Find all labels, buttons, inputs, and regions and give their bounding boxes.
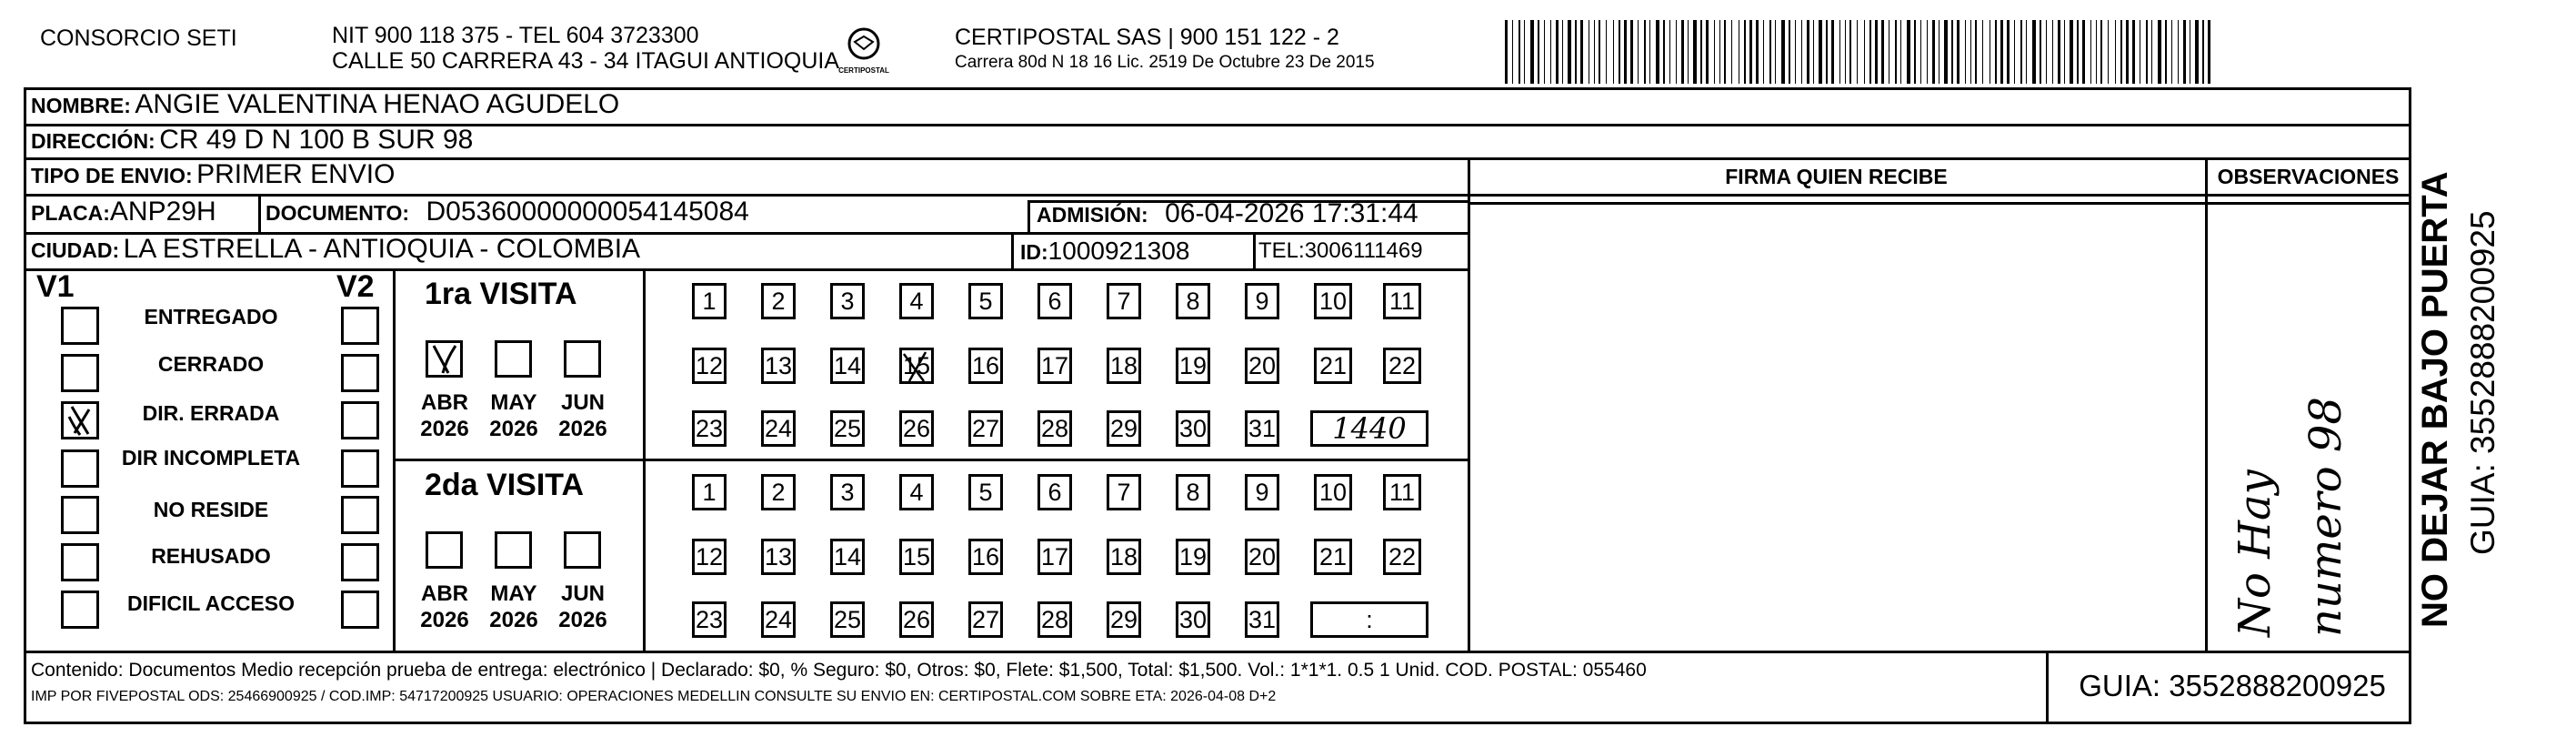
day-number: 1 [702,288,717,315]
v2-checkbox[interactable] [341,401,379,439]
documento-value: D05360000000054145084 [426,197,749,227]
ciudad-field [31,234,640,265]
day-number: 28 [1040,606,1069,633]
month-label [413,581,476,633]
month-name: MAY [490,390,537,415]
day-number: 12 [695,352,724,379]
day-box[interactable] [1383,474,1421,510]
day-number: 11 [1388,288,1416,315]
day-number: 12 [695,543,724,570]
day-box[interactable] [1245,539,1279,575]
nit-line: NIT 900 118 375 - TEL 604 3723300 [332,23,699,48]
direccion-row [31,125,473,156]
day-box[interactable] [1383,283,1421,319]
day-number: 10 [1318,479,1348,506]
day-number: 30 [1178,415,1208,442]
day-number: 21 [1318,543,1348,570]
id-label: ID: [1020,240,1048,264]
documento-label: DOCUMENTO: [266,201,410,225]
day-box[interactable] [692,474,727,510]
time-value: : [1366,606,1373,633]
day-box[interactable] [1037,601,1072,638]
day-number: 15 [902,352,931,379]
day-number: 28 [1040,415,1069,442]
v1-label: V1 [36,269,75,304]
v2-checkbox[interactable] [341,307,379,345]
day-number: 21 [1318,352,1348,379]
placa-value: ANP29H [109,197,216,227]
month-name: ABR [421,581,468,606]
day-box[interactable] [968,539,1003,575]
day-number: 18 [1109,543,1138,570]
day-number: 19 [1178,352,1208,379]
day-number: 27 [971,606,1000,633]
month-checkbox[interactable] [495,340,532,378]
v2-checkbox[interactable] [341,591,379,629]
day-number: 13 [764,543,793,570]
day-number: 3 [840,288,855,315]
day-box[interactable] [1383,348,1421,384]
day-box[interactable] [1176,474,1210,510]
day-box[interactable] [830,348,865,384]
tipo-value: PRIMER ENVIO [196,159,396,189]
day-box[interactable] [968,474,1003,510]
day-box[interactable] [899,539,934,575]
day-box[interactable] [899,410,934,447]
day-box[interactable] [761,601,796,638]
admision-field [1037,198,1418,229]
svg-text:CERTIPOSTAL: CERTIPOSTAL [838,66,889,75]
observation-handwriting-2: numero 98 [2300,397,2351,637]
barcode [1505,20,2214,84]
month-year: 2026 [558,417,607,441]
day-number: 8 [1186,479,1200,506]
day-number: 14 [833,543,862,570]
month-year: 2026 [489,608,538,632]
status-label: DIR INCOMPLETA [121,446,301,469]
status-label: CERRADO [157,352,265,376]
day-number: 29 [1109,606,1138,633]
month-year: 2026 [420,417,469,441]
day-number: 1 [702,479,717,506]
month-label [482,389,546,442]
day-box[interactable] [1037,410,1072,447]
day-number: 2 [771,288,786,315]
day-number: 30 [1178,606,1208,633]
day-box[interactable] [1107,283,1141,319]
status-label: REHUSADO [151,544,271,568]
day-box[interactable] [899,283,934,319]
day-number: 23 [695,415,724,442]
day-box[interactable] [1107,601,1141,638]
company-name: CONSORCIO SETI [40,25,237,51]
day-box[interactable] [1107,474,1141,510]
day-number: 6 [1047,479,1062,506]
month-name: JUN [560,581,605,606]
time-box[interactable] [1310,601,1428,638]
tipo-label: TIPO DE ENVIO: [31,164,193,187]
day-number: 6 [1047,288,1062,315]
month-checkbox[interactable] [495,531,532,569]
tel-value: 3006111469 [1304,238,1423,263]
day-box[interactable] [1037,348,1072,384]
id-value: 1000921308 [1047,237,1190,265]
day-box[interactable] [899,601,934,638]
footer-imp: IMP POR FIVEPOSTAL ODS: 25466900925 / COD.IMP: 54717200925 USUARIO: OPERACIONES MEDELLIN CONSULTE SU ENVIO EN: CERTIPOSTAL.COM SOBRE ETA: 2026-04-08 D+2 [31,689,1277,704]
day-box[interactable] [692,410,727,447]
admision-value: 06-04-2026 17:31:44 [1165,198,1418,228]
day-number: 16 [971,352,1000,379]
day-number: 2 [771,479,786,506]
month-checkbox[interactable] [426,531,463,569]
day-box[interactable] [1245,283,1279,319]
day-box[interactable] [1314,348,1352,384]
day-box[interactable] [968,348,1003,384]
id-field [1020,237,1189,266]
day-number: 4 [909,288,924,315]
day-box[interactable] [761,474,796,510]
time-value: 1440 [1332,411,1407,446]
day-number: 9 [1255,288,1269,315]
direccion-value: CR 49 D N 100 B SUR 98 [159,125,474,155]
day-box[interactable] [968,410,1003,447]
day-check-mark [898,347,935,385]
day-box[interactable] [692,539,727,575]
month-checkbox[interactable] [426,340,463,378]
v1-checkbox[interactable] [61,449,99,488]
day-box[interactable] [899,348,934,384]
day-box[interactable] [968,283,1003,319]
v1-checkbox[interactable] [61,307,99,345]
observaciones-header: OBSERVACIONES [2217,165,2400,188]
day-box[interactable] [830,474,865,510]
day-box[interactable] [1176,348,1210,384]
day-box[interactable] [692,601,727,638]
day-number: 15 [902,543,931,570]
day-box[interactable] [899,474,934,510]
day-number: 13 [764,352,793,379]
tel-field [1258,238,1423,264]
day-box[interactable] [830,410,865,447]
day-number: 25 [833,606,862,633]
day-number: 11 [1388,479,1416,506]
day-number: 24 [764,415,793,442]
time-box[interactable] [1310,410,1428,447]
day-box[interactable] [692,283,727,319]
placa-label: PLACA: [31,201,110,225]
month-year: 2026 [558,608,607,632]
v1-checkbox[interactable] [61,591,99,629]
status-label: NO RESIDE [153,498,269,521]
ciudad-value: LA ESTRELLA - ANTIOQUIA - COLOMBIA [123,234,641,264]
side-warning: NO DEJAR BAJO PUERTA [2415,171,2455,628]
observation-handwriting-1: No Hay [2230,469,2280,637]
certipostal-logo [837,24,891,78]
day-number: 14 [833,352,862,379]
month-label [551,581,615,633]
status-label: DIFICIL ACCESO [126,591,295,615]
month-label [551,389,615,442]
visit-title: 2da VISITA [425,468,585,502]
day-number: 10 [1318,288,1348,315]
day-number: 31 [1248,415,1277,442]
v1-checkbox[interactable] [61,401,99,439]
day-box[interactable] [830,283,865,319]
day-number: 17 [1040,352,1069,379]
status-label: ENTREGADO [144,305,278,328]
day-number: 24 [764,606,793,633]
day-box[interactable] [1107,539,1141,575]
admision-label: ADMISIÓN: [1037,203,1148,227]
documento-field [266,197,749,227]
month-name: MAY [490,581,537,606]
month-label [482,581,546,633]
day-box[interactable] [1176,601,1210,638]
day-number: 20 [1248,352,1277,379]
month-checkbox[interactable] [564,531,601,569]
day-number: 23 [695,606,724,633]
day-box[interactable] [1383,539,1421,575]
address-line: CALLE 50 CARRERA 43 - 34 ITAGUI ANTIOQUIA [332,48,840,74]
day-box[interactable] [1107,348,1141,384]
month-check-mark [428,343,460,375]
side-guia: GUIA: 3552888200925 [2464,210,2501,555]
courier-sub: Carrera 80d N 18 16 Lic. 2519 De Octubre 23 De 2015 [955,53,1375,72]
direccion-label: DIRECCIÓN: [31,129,155,153]
day-box[interactable] [692,348,727,384]
day-box[interactable] [761,410,796,447]
nombre-row [31,89,619,120]
day-number: 19 [1178,543,1208,570]
tel-label: TEL: [1258,238,1305,263]
day-number: 20 [1248,543,1277,570]
nombre-label: NOMBRE: [31,94,131,117]
day-box[interactable] [1245,601,1279,638]
month-checkbox[interactable] [564,340,601,378]
day-number: 3 [840,479,855,506]
v2-checkbox[interactable] [341,543,379,581]
day-box[interactable] [1314,283,1352,319]
courier-line: CERTIPOSTAL SAS | 900 151 122 - 2 [955,25,1339,50]
day-box[interactable] [1176,539,1210,575]
day-box[interactable] [761,539,796,575]
day-box[interactable] [1176,283,1210,319]
day-number: 7 [1117,288,1131,315]
day-box[interactable] [1037,474,1072,510]
day-box[interactable] [1245,474,1279,510]
day-number: 5 [978,479,993,506]
day-number: 26 [902,606,931,633]
day-box[interactable] [1107,410,1141,447]
tipo-row [31,159,395,190]
nombre-value: ANGIE VALENTINA HENAO AGUDELO [135,89,620,119]
footer-contenido: Contenido: Documentos Medio recepción prueba de entrega: electrónico | Declarado: $0, % Seguro: $0, Otros: $0, Flete: $1,500, Total: $1,500. Vol.: 1*1*1. 0.5 1 Unid. COD. POSTAL: 055460 [31,660,1647,681]
v1-checkbox[interactable] [61,354,99,392]
day-number: 16 [971,543,1000,570]
day-number: 7 [1117,479,1131,506]
day-box[interactable] [968,601,1003,638]
day-number: 17 [1040,543,1069,570]
day-number: 22 [1388,543,1417,570]
day-box[interactable] [761,348,796,384]
day-number: 4 [909,479,924,506]
firma-header: FIRMA QUIEN RECIBE [1725,165,1948,188]
month-year: 2026 [420,608,469,632]
day-box[interactable] [1245,410,1279,447]
visit-title: 1ra VISITA [425,277,577,311]
day-box[interactable] [1037,539,1072,575]
status-label: DIR. ERRADA [142,401,280,425]
day-box[interactable] [1245,348,1279,384]
day-box[interactable] [830,601,865,638]
v1-checkbox[interactable] [61,496,99,534]
day-number: 8 [1186,288,1200,315]
month-name: JUN [560,390,605,415]
day-number: 31 [1248,606,1277,633]
day-number: 27 [971,415,1000,442]
v1-checkbox[interactable] [61,543,99,581]
ciudad-label: CIUDAD: [31,238,120,262]
day-box[interactable] [761,283,796,319]
day-number: 26 [902,415,931,442]
month-year: 2026 [489,417,538,441]
day-number: 9 [1255,479,1269,506]
day-box[interactable] [1176,410,1210,447]
v2-checkbox[interactable] [341,354,379,392]
day-number: 5 [978,288,993,315]
day-number: 22 [1388,352,1417,379]
day-number: 25 [833,415,862,442]
footer-guia: GUIA: 3552888200925 [2079,669,2386,702]
v2-checkbox[interactable] [341,496,379,534]
day-box[interactable] [1314,474,1352,510]
v1-check-mark [64,404,96,437]
day-box[interactable] [1314,539,1352,575]
v2-label: V2 [336,269,375,304]
day-number: 18 [1109,352,1138,379]
day-number: 29 [1109,415,1138,442]
month-label [413,389,476,442]
v2-checkbox[interactable] [341,449,379,488]
day-box[interactable] [830,539,865,575]
day-box[interactable] [1037,283,1072,319]
placa-field [31,197,216,227]
month-name: ABR [421,390,468,415]
